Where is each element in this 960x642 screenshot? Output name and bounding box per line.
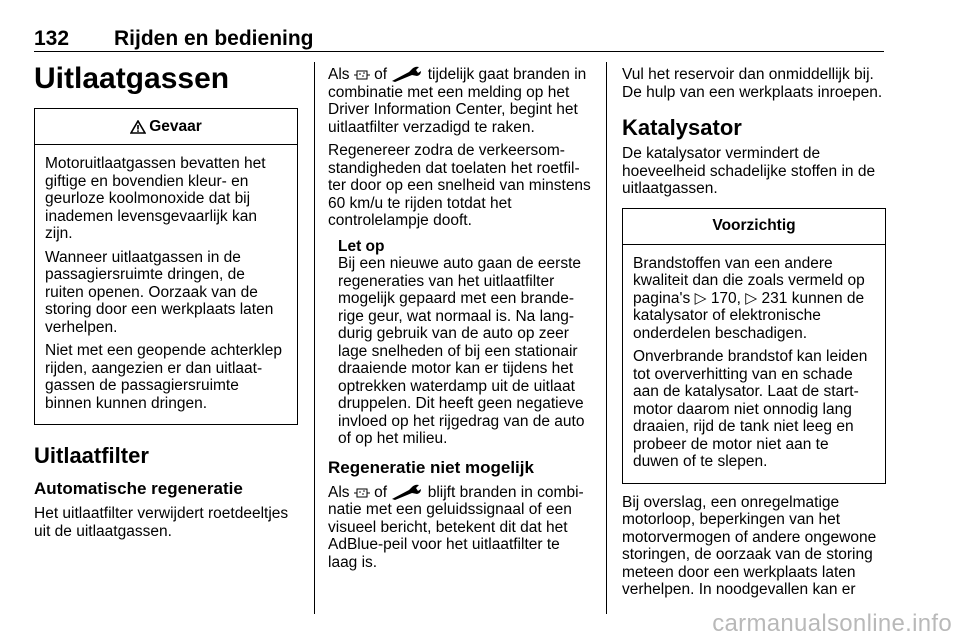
regen-paragraph: Het uitlaatfilter verwijdert roetdeeltjes uit de uitlaatgassen.	[34, 505, 289, 540]
refill-paragraph: Vul het reservoir dan onmiddellijk bij. De hulp van een werkplaats inroepen.	[622, 66, 883, 101]
page-ref-link-2[interactable]: 231	[761, 289, 788, 307]
note-label: Let op	[338, 237, 385, 255]
danger-box-header	[35, 109, 297, 145]
heading-katalysator: Katalysator	[622, 115, 742, 140]
warning-triangle-icon	[130, 120, 146, 134]
text-of-2: of	[374, 483, 388, 501]
danger-box	[34, 108, 298, 425]
page-ref-arrow-icon: ▷	[745, 289, 758, 307]
katalysator-paragraph: De katalysator vermindert de hoeveelheid schadelijke stoffen in de uitlaatgassen.	[622, 145, 876, 197]
caution-box-body	[623, 245, 885, 483]
text-als: Als	[328, 66, 350, 83]
text-als-2: Als	[328, 483, 350, 501]
danger-paragraph-3: Niet met een geopende achterklep rijden, aangezien er dan uitlaat-gassen de passagiersruimte binnen kunnen dringen.	[45, 342, 282, 412]
note-text: Bij een nieuwe auto gaan de eerste regeneraties van het uitlaatfilter mogelijk gepaard met een brande-rige geur, wat normaal is. Na lang-durig gebruik van de auto op zeer lage snelheden of bij een stationair draaiende motor kan er tijdens het optrekken waterdamp uit de uitlaat druppelen. Dit heeft geen negatieve invloed op het rijgedrag van de auto of op het milieu.	[338, 255, 585, 447]
column-2	[328, 66, 592, 577]
column-divider-2	[606, 62, 607, 614]
regenerate-paragraph: Regenereer zodra de verkeersom-standigheden dat toelaten het roetfil-ter door op een snelheid van minstens 60 km/u te rijden totdat het controlelampje dooft.	[328, 142, 591, 229]
heading-regeneration-impossible: Regeneratie niet mogelijk	[328, 457, 534, 477]
watermark[interactable]: carmanualsonline.info	[712, 610, 952, 637]
page-header	[34, 27, 884, 52]
exhaust-filter-icon	[354, 486, 370, 500]
text-filter-warning: tijdelijk gaat branden in combinatie met een melding op het Driver Information Center, begint het uitlaatfilter verzadigd te raken.	[328, 66, 587, 136]
caution-paragraph-1	[633, 255, 875, 343]
filter-warning-paragraph	[328, 66, 592, 136]
heading-automatic-regeneration: Automatische regeneratie	[34, 479, 243, 498]
wrench-icon	[391, 484, 423, 500]
heading-uitlaatfilter: Uitlaatfilter	[34, 443, 149, 468]
column-3	[622, 66, 886, 605]
note-block	[328, 238, 592, 448]
caution-label: Voorzichtig	[712, 217, 796, 235]
caution-box	[622, 208, 886, 484]
caution-box-header	[623, 209, 885, 245]
wrench-icon	[391, 66, 423, 82]
adblue-paragraph	[328, 484, 592, 572]
danger-box-body	[35, 145, 297, 424]
misfire-paragraph: Bij overslag, een onregelmatige motorloop, beperkingen van het motorvermogen of andere ongewone storingen, de oorzaak van de storing meteen door een werkplaats laten verhelpen. In noodgevallen kan er	[622, 493, 877, 598]
section-title: Uitlaatgassen	[34, 62, 230, 95]
column-divider-1	[314, 62, 315, 614]
danger-paragraph-1: Motoruitlaatgassen bevatten het giftige en bovendien kleur- en geurloze koolmonoxide dat bij inademen levensgevaarlijk kan zijn.	[45, 155, 266, 242]
column-1	[34, 62, 298, 546]
page-number: 132	[34, 27, 70, 50]
danger-paragraph-2: Wanneer uitlaatgassen in de passagiersruimte dringen, de ruiten openen. Oorzaak van de storing door een werkplaats laten verhelpen.	[45, 248, 274, 336]
page-ref-link-1[interactable]: 170,	[710, 289, 741, 307]
caution-paragraph-2: Onverbrande brandstof kan leiden tot oververhitting van en schade aan de katalysator. Laat de start-motor daarom niet onnodig lang draaien, rijd de tank niet leeg en probeer de motor niet aan te duwen of te slepen.	[633, 348, 868, 470]
page-ref-arrow-icon: ▷	[694, 289, 707, 307]
danger-label: Gevaar	[149, 117, 202, 135]
exhaust-filter-icon	[354, 68, 370, 82]
text-adblue: blijft branden in combi-natie met een geluidssignaal of een visueel bericht, betekent dit dat het AdBlue-peil voor het uitlaatfilter te laag is.	[328, 483, 584, 571]
chapter-title: Rijden en bediening	[114, 27, 314, 50]
caution-text-a: Brandstoffen van een andere kwaliteit dan die zoals vermeld op pagina's	[633, 254, 865, 307]
caution-text-b: kunnen de katalysator of elektronische onderdelen beschadigen.	[633, 289, 865, 342]
text-of: of	[374, 66, 388, 83]
